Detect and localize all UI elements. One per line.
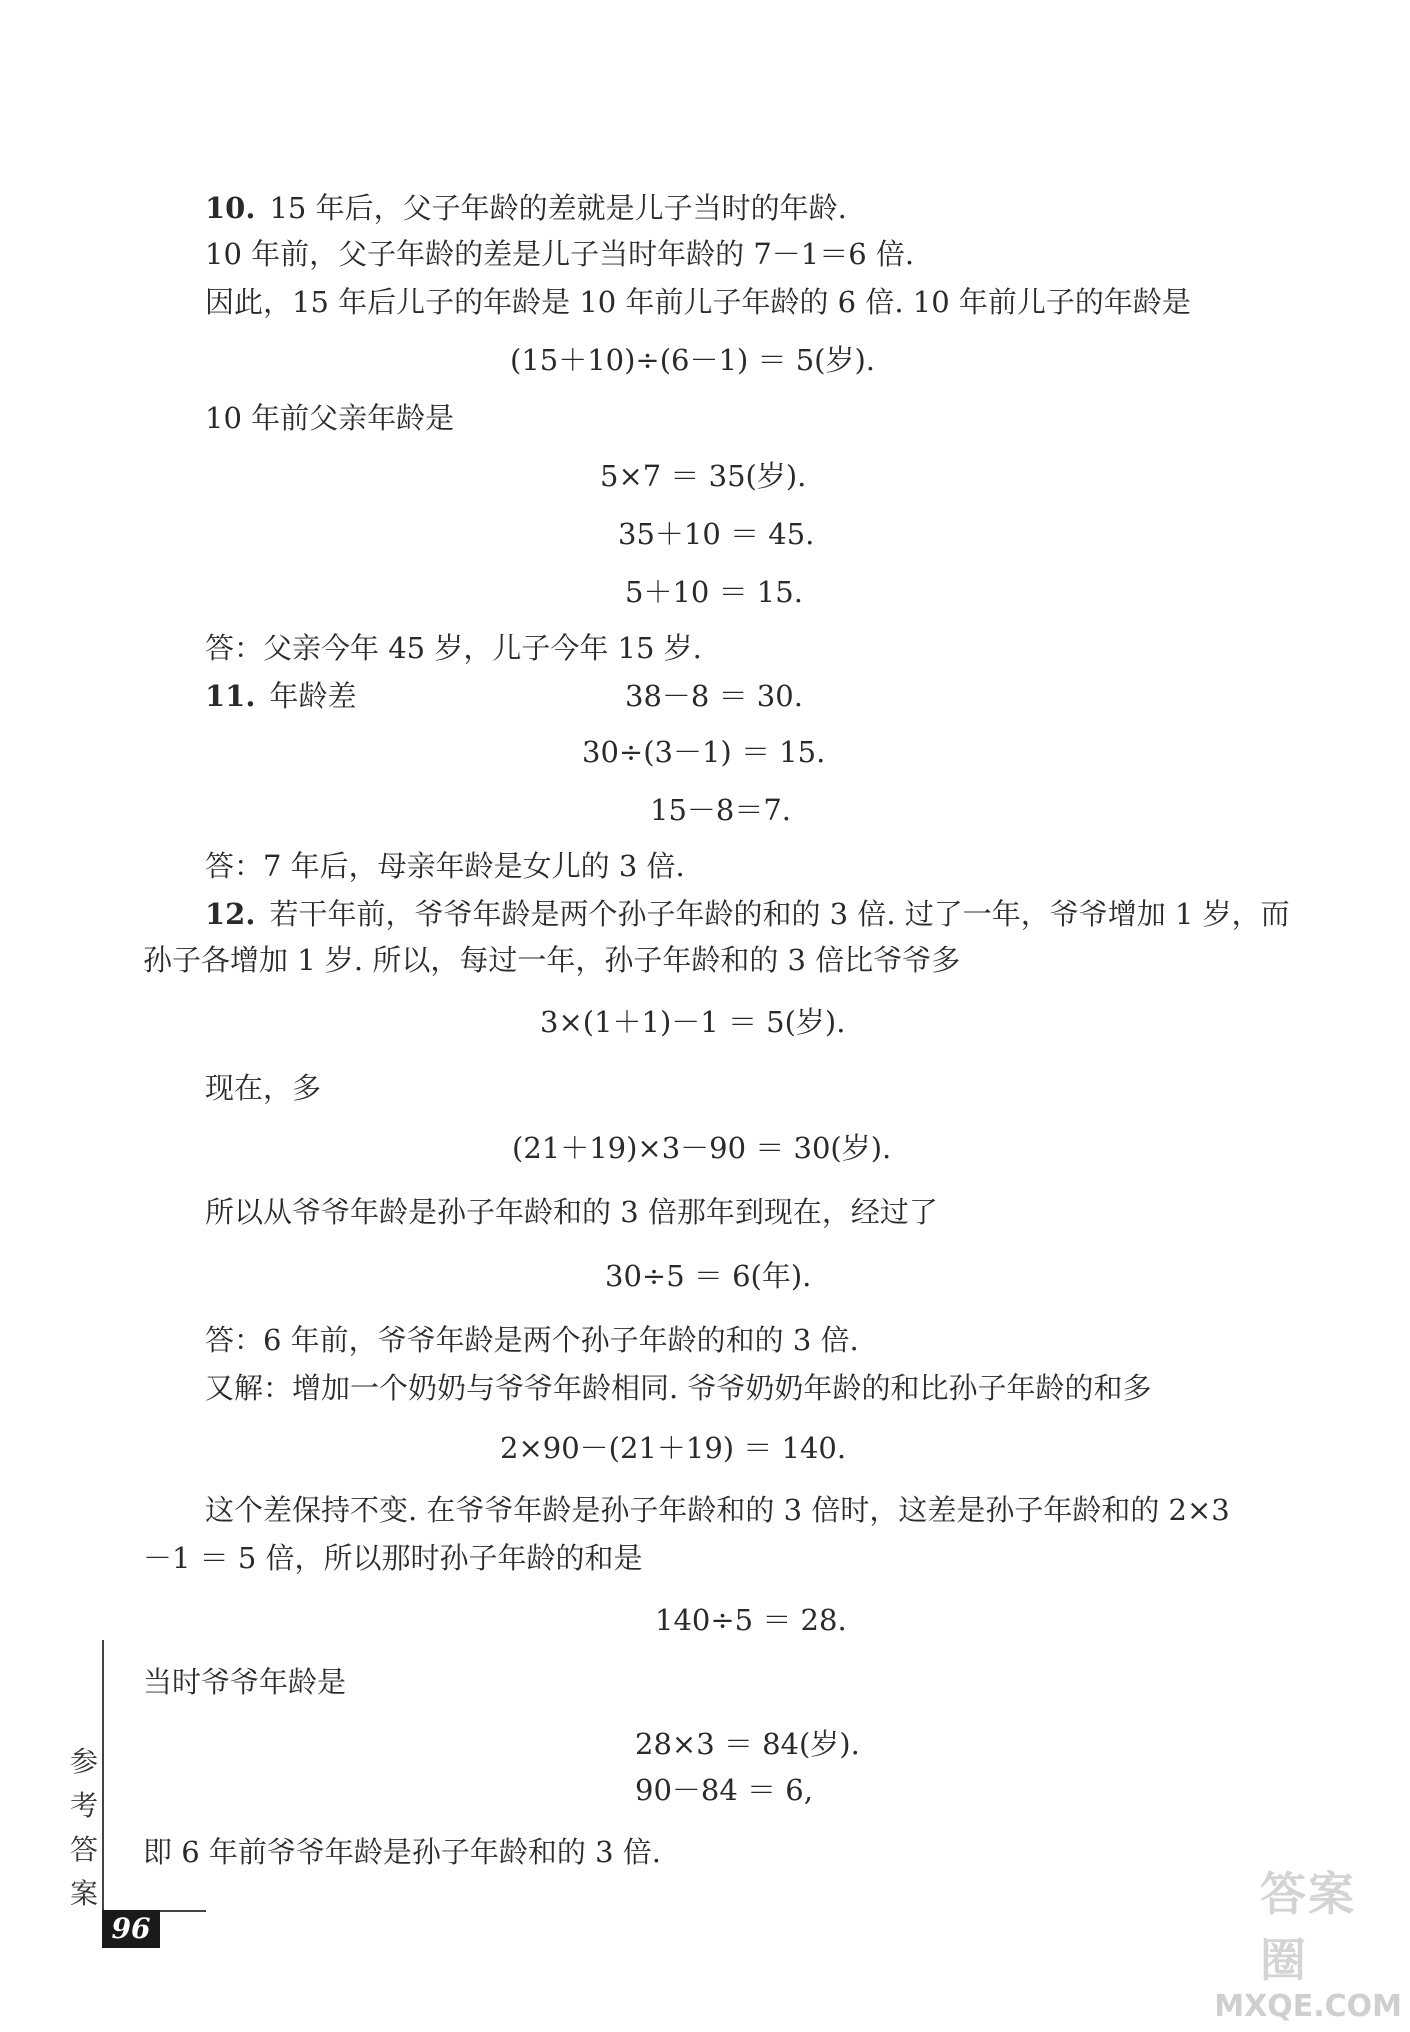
problem-number: 10. [205, 191, 256, 225]
p12-answer: 答：6 年前，爷爷年龄是两个孙子年龄的和的 3 倍. [205, 1323, 859, 1357]
watermark-logo-text: 答案圈 [1260, 1867, 1356, 1987]
p10-answer: 答：父亲今年 45 岁，儿子今年 15 岁. [205, 631, 702, 665]
p12-line8: 即 6 年前爷爷年龄是孙子年龄和的 3 倍. [143, 1835, 661, 1869]
p10-line4: 10 年前父亲年龄是 [205, 401, 455, 435]
p12-equation-7: 90－84 ＝ 6, [635, 1773, 813, 1807]
p12-line3: 现在，多 [205, 1071, 322, 1105]
p10-equation-2: 5×7 ＝ 35(岁). [600, 459, 807, 493]
p12-equation-2: (21＋19)×3－90 ＝ 30(岁). [512, 1131, 892, 1165]
p12-line6: －1 ＝ 5 倍，所以那时孙子年龄的和是 [143, 1541, 643, 1575]
p12-equation-5: 140÷5 ＝ 28. [655, 1603, 847, 1637]
watermark [1214, 1867, 1410, 2032]
sidebar-char: 考 [69, 1789, 98, 1822]
sidebar-char: 答 [69, 1833, 98, 1866]
sidebar-label [66, 1740, 102, 1916]
p11-equation-3: 15－8＝7. [650, 793, 792, 827]
page-number: 96 [102, 1910, 160, 1948]
p11-equation-1: 38－8 ＝ 30. [625, 679, 803, 713]
p10-equation-3: 35＋10 ＝ 45. [618, 517, 815, 551]
sidebar-char: 案 [69, 1877, 98, 1910]
p11-equation-2: 30÷(3－1) ＝ 15. [582, 735, 826, 769]
sidebar-char: 参 [69, 1745, 98, 1778]
p12-equation-1: 3×(1＋1)－1 ＝ 5(岁). [540, 1005, 846, 1039]
p10-line1: 10. 15 年后，父子年龄的差就是儿子当时的年龄. [205, 191, 847, 225]
p12-alt-intro: 又解：增加一个奶奶与爷爷年龄相同. 爷爷奶奶年龄的和比孙子年龄的和多 [205, 1371, 1152, 1405]
p12-line1: 12. 若干年前，爷爷年龄是两个孙子年龄的和的 3 倍. 过了一年，爷爷增加 1 岁，而 [205, 897, 1290, 931]
p11-answer: 答：7 年后，母亲年龄是女儿的 3 倍. [205, 849, 685, 883]
p12-line5: 这个差保持不变. 在爷爷年龄是孙子年龄和的 3 倍时，这差是孙子年龄和的 2×3 [205, 1493, 1230, 1527]
p10-equation-4: 5＋10 ＝ 15. [625, 575, 803, 609]
p11-line1: 11. 年龄差 [205, 679, 357, 713]
p12-line2: 孙子各增加 1 岁. 所以，每过一年，孙子年龄和的 3 倍比爷爷多 [143, 943, 961, 977]
p12-equation-6: 28×3 ＝ 84(岁). [635, 1727, 860, 1761]
p10-line2: 10 年前，父子年龄的差是儿子当时年龄的 7－1＝6 倍. [205, 237, 915, 271]
problem-number: 12. [205, 897, 256, 931]
problem-number: 11. [205, 679, 256, 713]
p12-line7: 当时爷爷年龄是 [143, 1665, 347, 1699]
p12-line4: 所以从爷爷年龄是孙子年龄和的 3 倍那年到现在，经过了 [205, 1195, 938, 1229]
p10-equation-1: (15＋10)÷(6－1) ＝ 5(岁). [510, 343, 875, 377]
watermark-url: MXQE.COM [1214, 1989, 1402, 2024]
p12-equation-4: 2×90－(21＋19) ＝ 140. [500, 1431, 847, 1465]
p10-line3: 因此，15 年后儿子的年龄是 10 年前儿子年龄的 6 倍. 10 年前儿子的年龄是 [205, 285, 1191, 319]
sidebar-rule [102, 1640, 104, 1930]
p12-equation-3: 30÷5 ＝ 6(年). [605, 1259, 812, 1293]
